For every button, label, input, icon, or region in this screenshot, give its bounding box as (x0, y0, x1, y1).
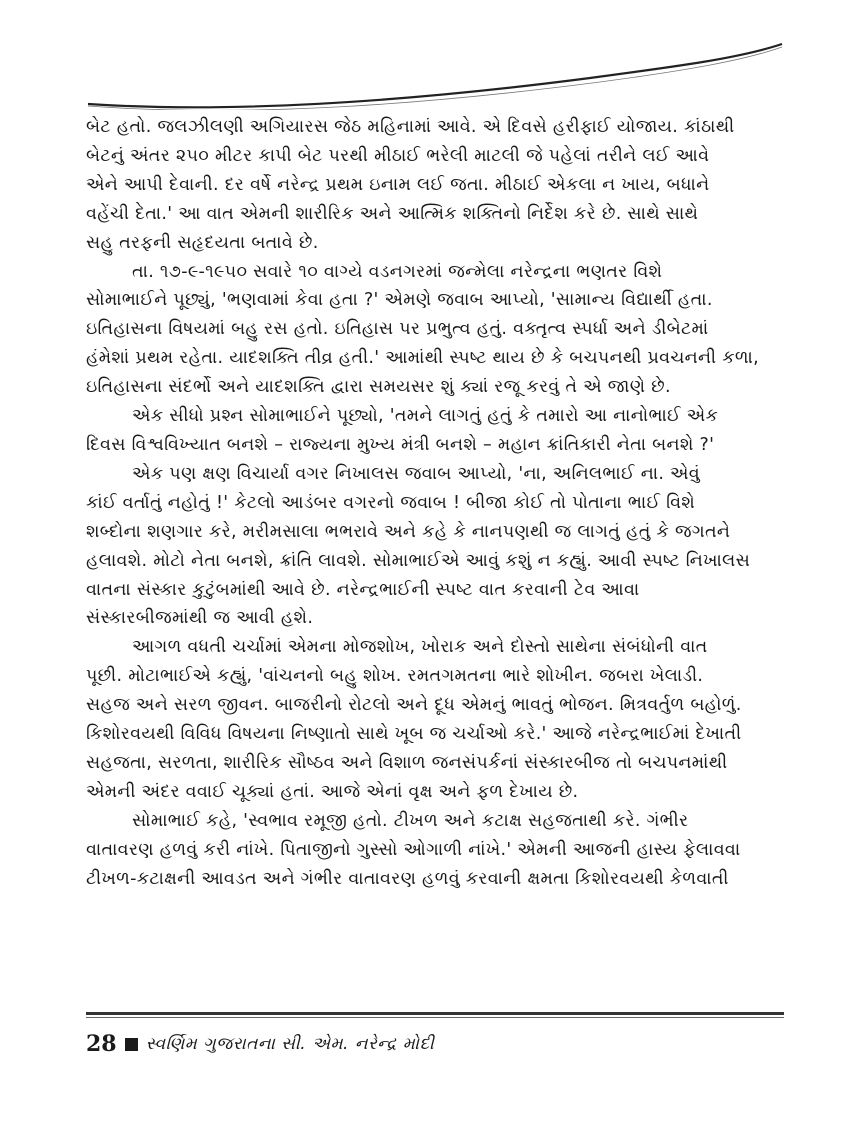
text-line: બેટનું અંતર ૨૫૦ મીટર કાપી બેટ પરથી મીઠાઈ ભરેલી માટલી જે પહેલાં તરીને લઈ આવે (86, 145, 710, 166)
square-bullet-icon (125, 1038, 138, 1051)
text-line: તા. ૧૭-૯-૧૯૫૦ સવારે ૧૦ વાગ્યે વડનગરમાં જન્મેલા નરેન્દ્રના ભણતર વિશે (132, 261, 663, 282)
text-line: એમની અંદર વવાઈ ચૂક્યાં હતાં. આજે એનાં વૃક્ષ અને ફળ દેખાય છે. (86, 781, 579, 802)
text-line: દિવસ વિશ્વવિખ્યાત બનશે – રાજ્યના મુખ્ય મંત્રી બનશે – મહાન ક્રાંતિકારી નેતા બનશે ?' (86, 434, 715, 455)
paragraph (86, 402, 786, 460)
text-line: સોમાભાઈને પૂછ્યું, 'ભણવામાં કેવા હતા ?' એમણે જવાબ આપ્યો, 'સામાન્ય વિદ્યાર્થી હતા. (86, 290, 713, 311)
paragraph (86, 807, 786, 894)
text-line: સહુ તરફની સહૃદયતા બતાવે છે. (86, 232, 319, 253)
text-line: વાતાવરણ હળવું કરી નાંખે. પિતાજીનો ગુસ્સો ઓગાળી નાંખે.' એમની આજની હાસ્ય ફેલાવવા (86, 839, 741, 860)
body-text (86, 113, 786, 893)
text-line: કાંઈ વર્તાતું નહોતું !' કેટલો આડંબર વગરનો જવાબ ! બીજા કોઈ તો પોતાના ભાઈ વિશે (86, 492, 696, 513)
text-line: એક પણ ક્ષણ વિચાર્યા વગર નિખાલસ જવાબ આપ્યો, 'ના, અનિલભાઈ ના. એવું (132, 463, 701, 484)
footer-rule (86, 1012, 784, 1015)
header-swoosh-decoration (0, 0, 856, 110)
paragraph (86, 633, 786, 806)
paragraph (86, 113, 786, 258)
text-line: હંમેશાં પ્રથમ રહેતા. યાદશક્તિ તીવ્ર હતી.' આમાંથી સ્પષ્ટ થાય છે કે બચપનથી પ્રવચનની કળા, (86, 348, 759, 369)
text-line: આગળ વધતી ચર્ચામાં એમના મોજશોખ, ખોરાક અને દોસ્તો સાથેના સંબંધોની વાત (132, 637, 708, 658)
text-line: સોમાભાઈ કહે, 'સ્વભાવ રમૂજી હતો. ટીખળ અને કટાક્ષ સહજતાથી કરે. ગંભીર (132, 810, 689, 831)
text-line: ઇતિહાસના વિષયમાં બહુ રસ હતો. ઇતિહાસ પર પ્રભુત્વ હતું. વક્તૃત્વ સ્પર્ધા અને ડીબેટમાં (86, 319, 709, 340)
text-line: સંસ્કારબીજમાંથી જ આવી હશે. (86, 608, 314, 629)
text-line: એને આપી દેવાની. દર વર્ષે નરેન્દ્ર પ્રથમ ઇનામ લઈ જતા. મીઠાઈ એકલા ન ખાય, બધાને (86, 174, 710, 195)
text-line: ઇતિહાસના સંદર્ભો અને યાદશક્તિ દ્વારા સમયસર શું ક્યાં રજૂ કરવું તે એ જાણે છે. (86, 377, 671, 398)
text-line: કિશોરવયથી વિવિધ વિષયના નિષ્ણાતો સાથે ખૂબ જ ચર્ચાઓ કરે.' આજે નરેન્દ્રભાઈમાં દેખાતી (86, 724, 742, 745)
text-line: શબ્દોના શણગાર કરે, મરીમસાલા ભભરાવે અને કહે કે નાનપણથી જ લાગતું હતું કે જગતને (86, 521, 731, 542)
text-line: ટીખળ-કટાક્ષની આવડત અને ગંભીર વાતાવરણ હળવું કરવાની ક્ષમતા કિશોરવયથી કેળવાતી (86, 868, 729, 889)
text-line: સહજતા, સરળતા, શારીરિક સૌષ્ઠવ અને વિશાળ જનસંપર્કનાં સંસ્કારબીજ તો બચપનમાંથી (86, 752, 728, 773)
footer-rule-thin (86, 1017, 784, 1018)
paragraph (86, 258, 786, 403)
page-footer (86, 1030, 434, 1058)
book-title: સ્વર્ણિમ ગુજરાતના સી. એમ. નરેન્દ્ર મોદી (145, 1034, 435, 1054)
text-line: વાતના સંસ્કાર કુટુંબમાંથી આવે છે. નરેન્દ્રભાઈની સ્પષ્ટ વાત કરવાની ટેવ આવા (86, 579, 640, 600)
page-number: 28 (86, 1031, 117, 1057)
text-line: પૂછી. મોટાભાઈએ કહ્યું, 'વાંચનનો બહુ શોખ. રમતગમતના ભારે શોખીન. જબરા ખેલાડી. (86, 666, 704, 687)
text-line: વહેંચી દેતા.' આ વાત એમની શારીરિક અને આત્મિક શક્તિનો નિર્દેશ કરે છે. સાથે સાથે (86, 203, 699, 224)
text-line: એક સીધો પ્રશ્ન સોમાભાઈને પૂછ્યો, 'તમને લાગતું હતું કે તમારો આ નાનોભાઈ એક (132, 406, 719, 427)
text-line: સહજ અને સરળ જીવન. બાજરીનો રોટલો અને દૂધ એમનું ભાવતું ભોજન. મિત્રવર્તુળ બહોળું. (86, 695, 742, 716)
paragraph (86, 460, 786, 633)
text-line: હલાવશે. મોટો નેતા બનશે, ક્રાંતિ લાવશે. સોમાભાઈએ આવું કશું ન કહ્યું. આવી સ્પષ્ટ નિખાલસ (86, 550, 751, 571)
text-line: બેટ હતો. જલઝીલણી અગિયારસ જેઠ મહિનામાં આવે. એ દિવસે હરીફાઈ યોજાય. કાંઠાથી (86, 117, 735, 137)
